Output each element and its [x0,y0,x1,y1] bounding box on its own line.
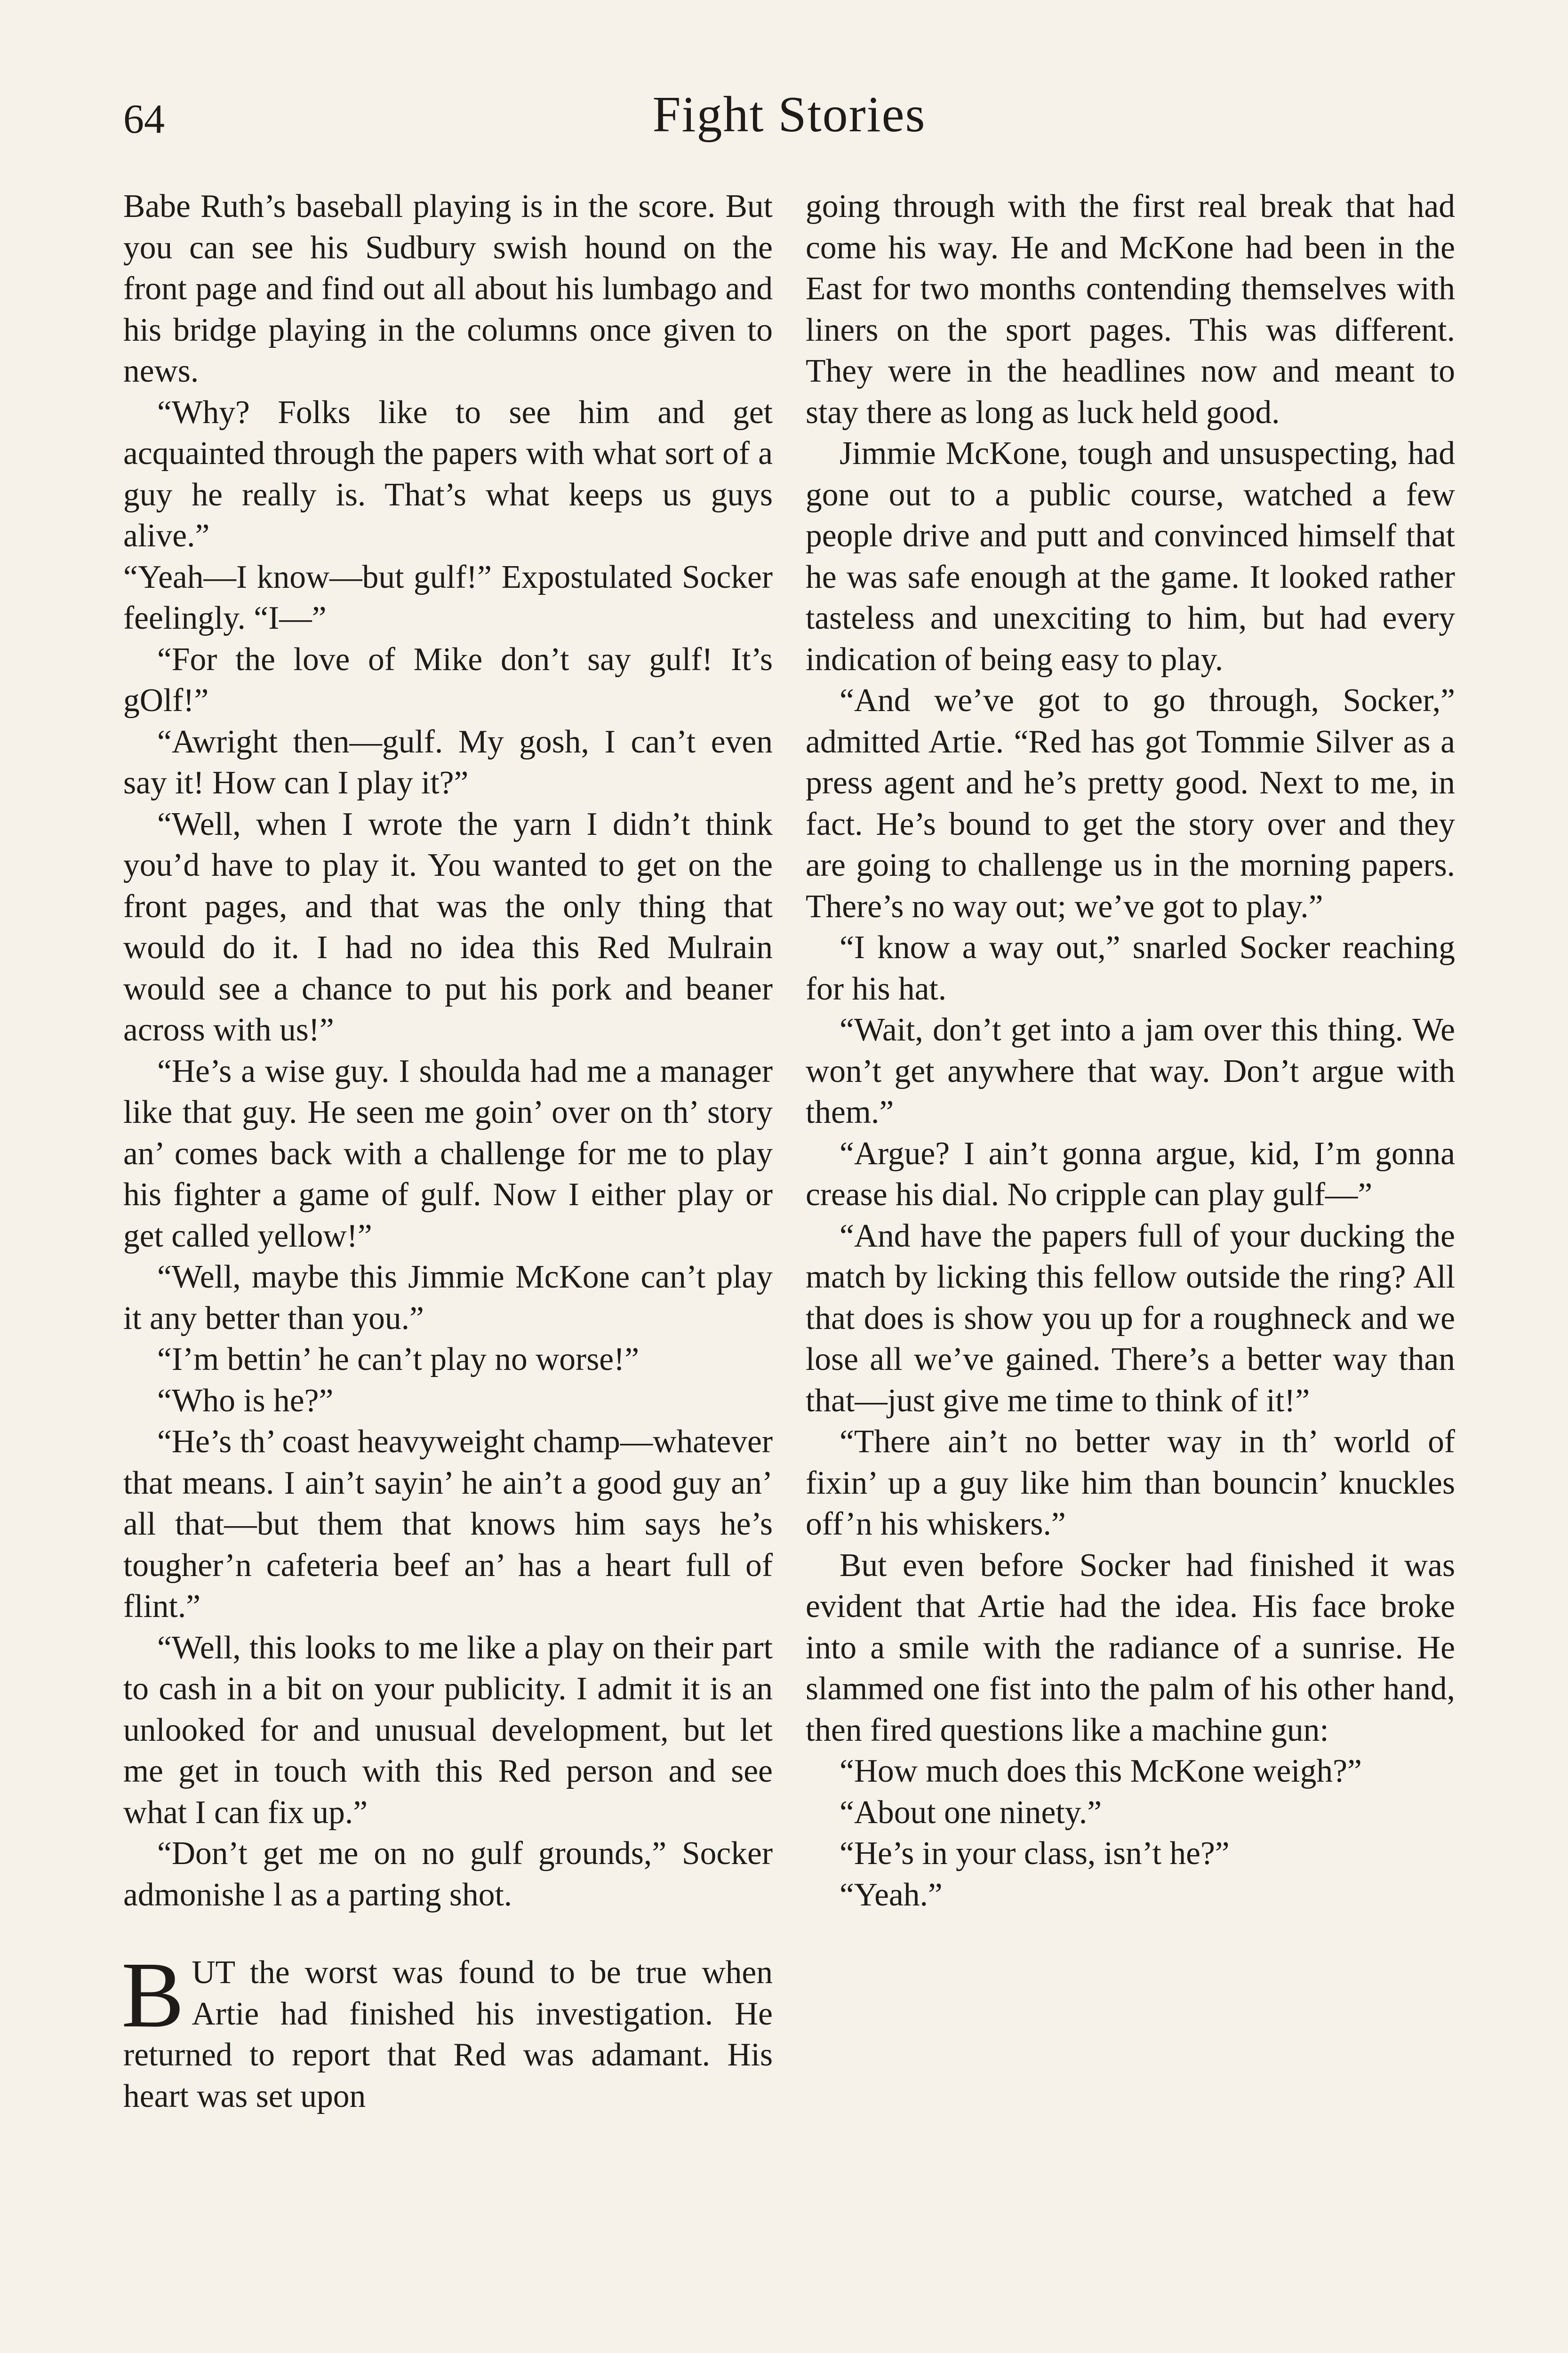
paragraph: “Who is he?” [157,1382,334,1419]
paragraph: “I’m bettin’ he can’t play no worse!” [157,1341,640,1377]
paragraph: “And we’ve got to go through, Socker,” admitted Artie. “Red has got Tommie Silver as a press agent and he’s pretty good. Next to me, in fact. He’s bound to get the story over and they are going to challenge us in the morning papers. There’s no way out; we’ve got to play.” [806,682,1455,925]
paragraph: “Awright then—gulf. My gosh, I can’t even say it! How can I play it?” [123,723,773,801]
paragraph: “Well, this looks to me like a play on their part to cash in a bit on your publicity. I admit it is an unlooked for and unusual development, but let me get in touch with this Red person and see what I can fix up.” [123,1629,773,1831]
paragraph: “Argue? I ain’t gonna argue, kid, I’m gonna crease his dial. No cripple can play gulf—” [806,1135,1455,1213]
paragraph: “Yeah.” [840,1876,943,1913]
paragraph: “About one ninety.” [840,1794,1102,1831]
running-title: Fight Stories [652,87,926,143]
paragraph: “Well, maybe this Jimmie McKone can’t play it any better than you.” [123,1259,773,1337]
paragraph: “Don’t get me on no gulf grounds,” Socker admonishe l as a parting shot. [123,1835,773,1913]
drop-cap-paragraph [121,1943,773,2117]
drop-cap-letter: B [121,1943,184,2047]
left-column [123,186,773,2117]
right-column [806,186,1455,1915]
paragraph: “I know a way out,” snarled Socker reaching for his hat. [806,929,1455,1007]
page-number: 64 [123,96,165,142]
paragraph: “He’s a wise guy. I shoulda had me a manager like that guy. He seen me goin’ over on th’ story an’ comes back with a challenge for me to play his fighter a game of gulf. Now I either play or get called yellow!” [123,1053,773,1254]
paragraph: “He’s in your class, isn’t he?” [840,1835,1230,1872]
paragraph: “Wait, don’t get into a jam over this thing. We won’t get anywhere that way. Don’t argue with them.” [806,1012,1455,1130]
page-header [123,89,1455,165]
paragraph: “For the love of Mike don’t say gulf! It’s gOlf!” [123,641,773,719]
paragraph: “Yeah—I know—but gulf!” Expostulated Socker feelingly. “I—” [123,559,773,636]
paragraph: going through with the first real break that had come his way. He and McKone had been in the East for two months contending themselves with liners on the sport pages. This was different. They were in the headlines now and meant to stay there as long as luck held good. [806,188,1455,431]
paragraph: “There ain’t no better way in th’ world of fixin’ up a guy like him than bouncin’ knuckles off’n his whiskers.” [806,1424,1455,1542]
drop-cap-paragraph-text: UT the worst was found to be true when Artie had finished his investigation. He returned to report that Red was adamant. His heart was set upon [123,1954,773,2114]
paragraph: But even before Socker had finished it was evident that Artie had the idea. His face broke into a smile with the radiance of a sunrise. He slammed one fist into the palm of his other hand, then fired questions like a machine gun: [806,1547,1455,1748]
paragraph: Babe Ruth’s baseball playing is in the score. But you can see his Sudbury swish hound on the front page and find out all about his lumbago and his bridge playing in the columns once given to news. [123,188,773,389]
paragraph: “Why? Folks like to see him and get acquainted through the papers with what sort of a guy he really is. That’s what keeps us guys alive.” [123,394,773,554]
paragraph: Jimmie McKone, tough and unsuspecting, had gone out to a public course, watched a few people drive and putt and convinced himself that he was safe enough at the game. It looked rather tasteless and unexciting to him, but had every indication of being easy to play. [806,435,1455,678]
paragraph: “How much does this McKone weigh?” [840,1753,1362,1789]
paragraph: “Well, when I wrote the yarn I didn’t think you’d have to play it. You wanted to get on the front pages, and that was the only thing that would do it. I had no idea this Red Mulrain would see a chance to put his pork and beaner across with us!” [123,806,773,1048]
paragraph: “And have the papers full of your ducking the match by licking this fellow outside the ring? All that does is show you up for a roughneck and we lose all we’ve gained. There’s a better way than that—just give me time to think of it!” [806,1217,1455,1419]
paragraph: “He’s th’ coast heavyweight champ—whatever that means. I ain’t sayin’ he ain’t a good guy an’ all that—but them that knows him says he’s tougher’n cafeteria beef an’ has a heart full of flint.” [123,1424,773,1625]
